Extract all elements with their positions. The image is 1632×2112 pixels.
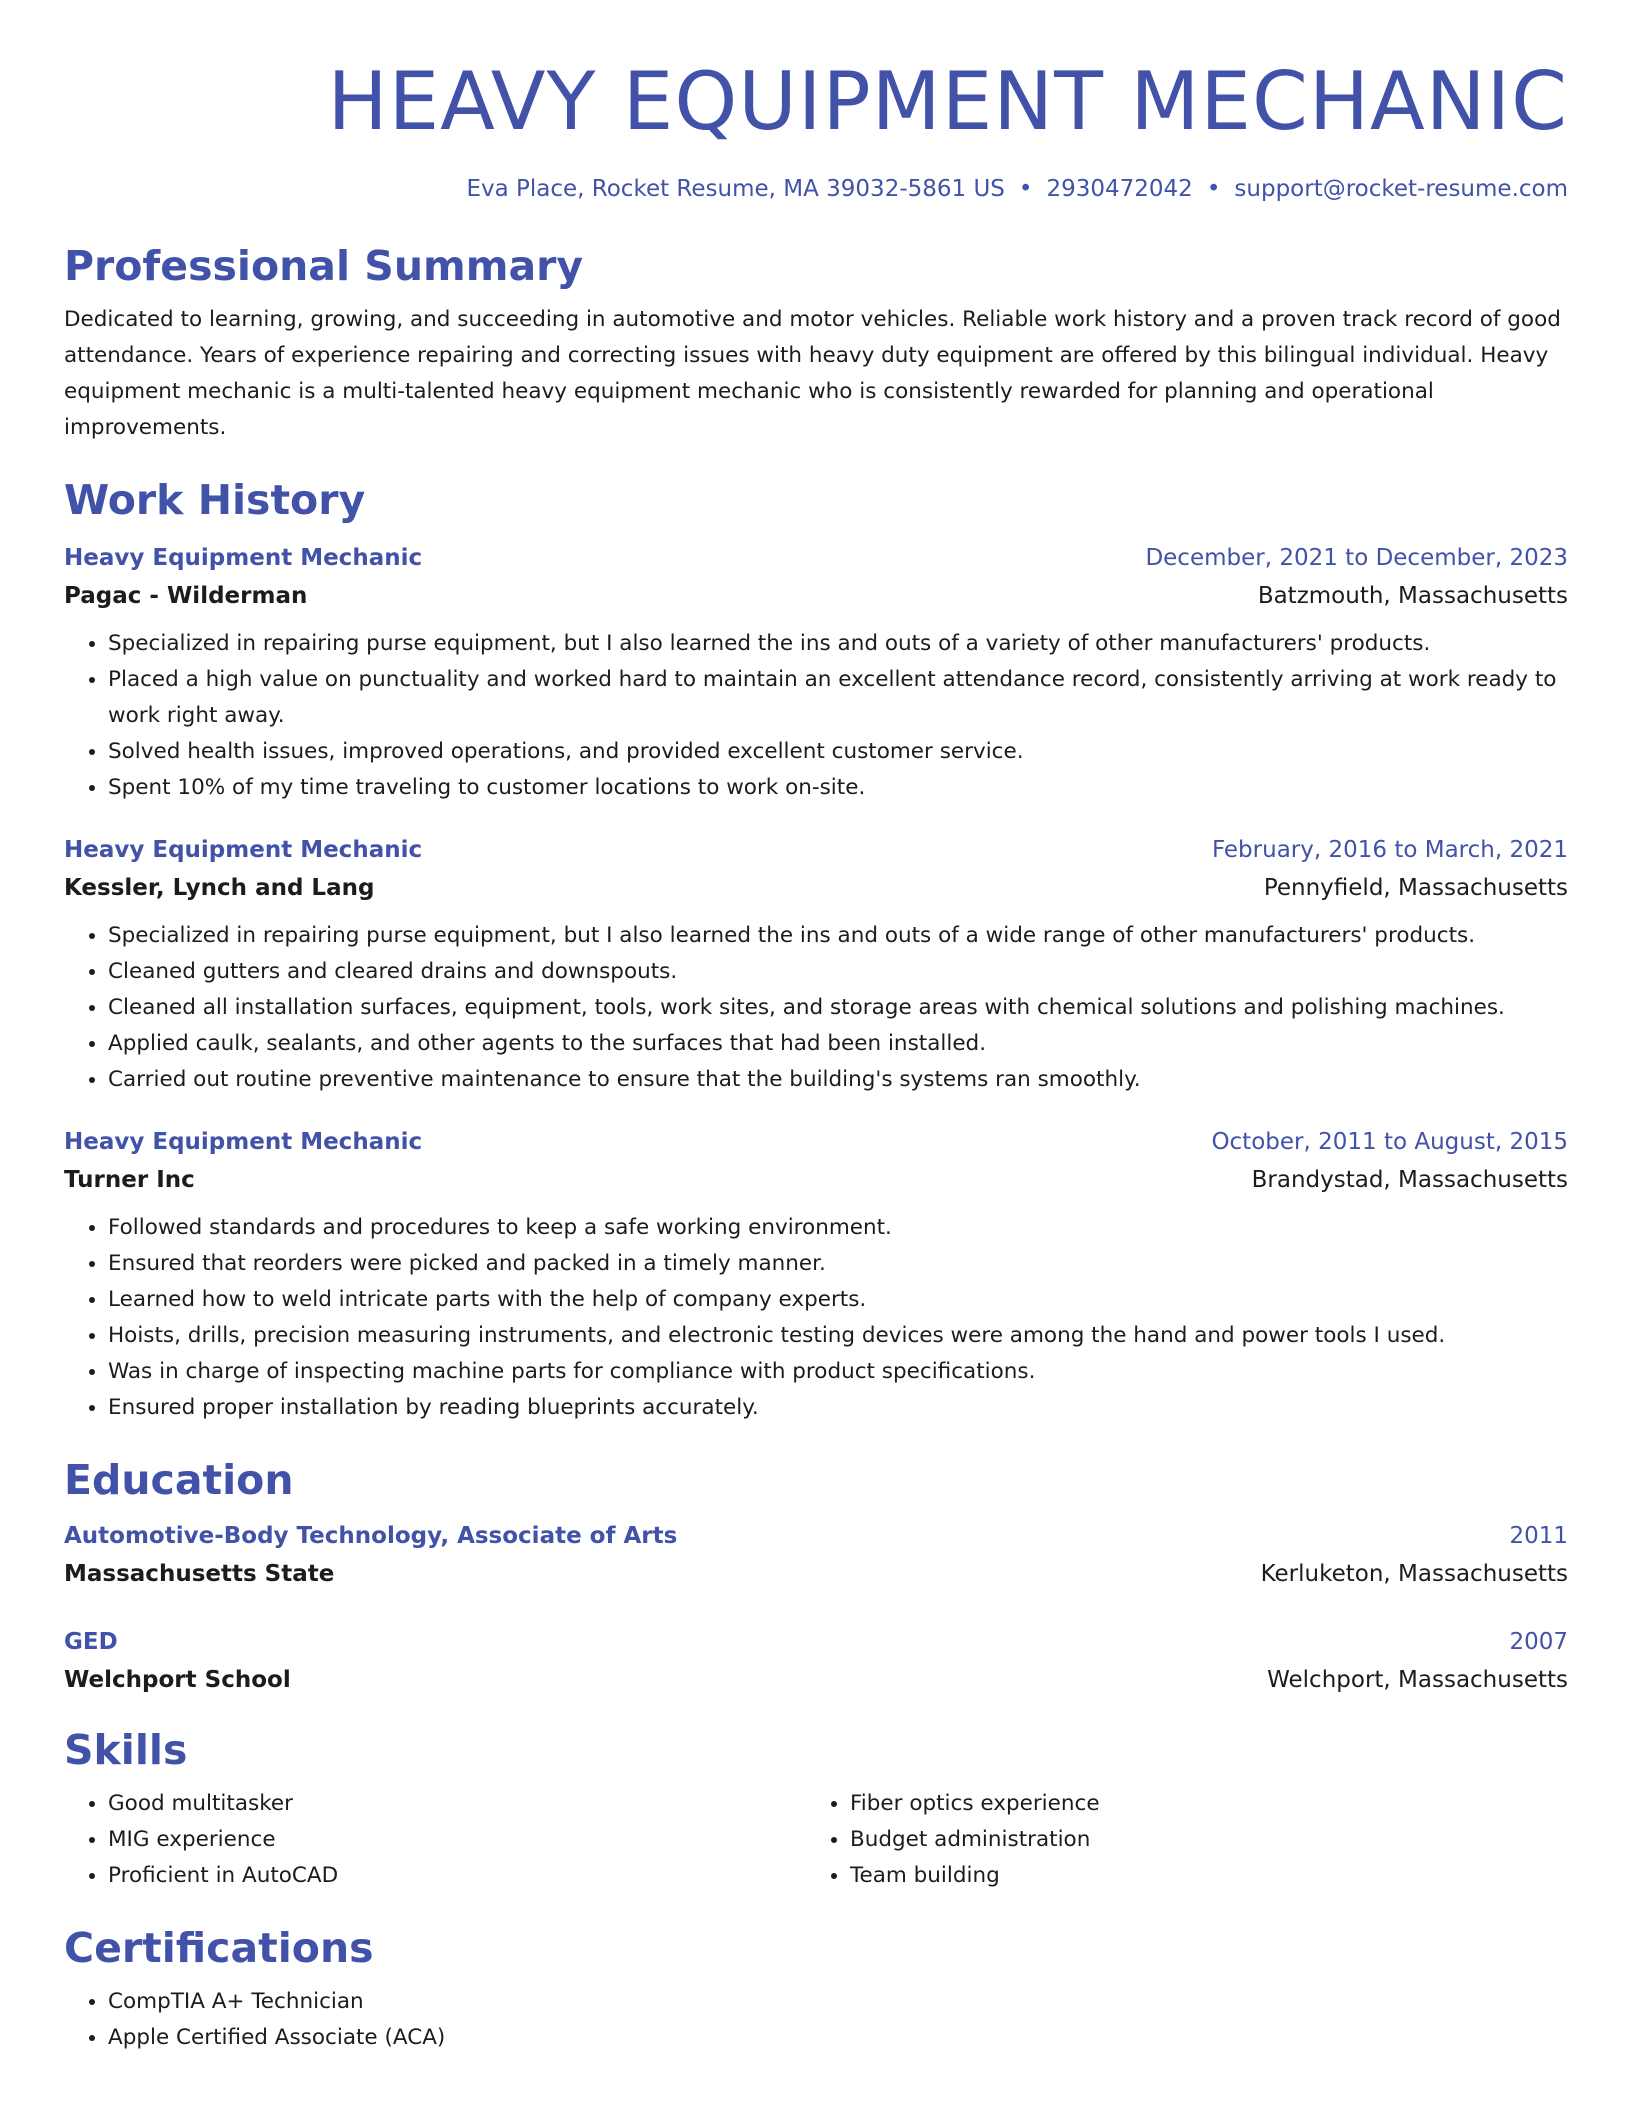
section-title-skills: Skills xyxy=(64,1726,188,1774)
work-entry-header xyxy=(64,540,1568,576)
work-entry-header xyxy=(64,832,1568,868)
company-name: Pagac - Wilderman xyxy=(64,583,308,609)
work-entry-subheader xyxy=(64,1160,1568,1200)
graduation-year: 2011 xyxy=(1509,1523,1568,1549)
skill-item: • Proficient in AutoCAD xyxy=(108,1858,806,1894)
work-entry-subheader xyxy=(64,868,1568,908)
job-bullet: • Cleaned all installation surfaces, equipment, tools, work sites, and storage areas with chemical solutions and polishing machines. xyxy=(108,990,1568,1026)
contact-line xyxy=(64,174,1568,204)
job-bullet: • Carried out routine preventive maintenance to ensure that the building's systems ran smoothly. xyxy=(108,1062,1568,1098)
certifications-list xyxy=(64,1984,1568,2056)
section-title-work-history: Work History xyxy=(64,476,366,524)
education-entry-header xyxy=(64,1518,1568,1554)
job-bullet: • Solved health issues, improved operations, and provided excellent customer service. xyxy=(108,734,1568,770)
company-name: Turner Inc xyxy=(64,1167,195,1193)
job-bullet: • Was in charge of inspecting machine parts for compliance with product specifications. xyxy=(108,1354,1568,1390)
job-bullet: • Cleaned gutters and cleared drains and downspouts. xyxy=(108,954,1568,990)
candidate-title: HEAVY EQUIPMENT MECHANIC xyxy=(327,55,1568,148)
section-title-education: Education xyxy=(64,1456,294,1504)
job-bullet: • Followed standards and procedures to keep a safe working environment. xyxy=(108,1210,1568,1246)
skill-item: • Fiber optics experience xyxy=(850,1786,1548,1822)
contact-email[interactable]: support@rocket-resume.com xyxy=(1234,176,1568,202)
job-bullet: • Learned how to weld intricate parts with the help of company experts. xyxy=(108,1282,1568,1318)
school-location: Welchport, Massachusetts xyxy=(1267,1667,1568,1693)
skill-item: • Good multitasker xyxy=(108,1786,806,1822)
resume-page xyxy=(64,0,1568,2056)
job-bullet: • Specialized in repairing purse equipment, but I also learned the ins and outs of a variety of other manufacturers' products. xyxy=(108,626,1568,662)
resume-header xyxy=(64,0,1568,204)
degree-name: GED xyxy=(64,1629,118,1655)
job-dates: February, 2016 to March, 2021 xyxy=(1211,837,1568,863)
education-entry-subheader xyxy=(64,1554,1568,1594)
job-dates: October, 2011 to August, 2015 xyxy=(1211,1129,1568,1155)
job-bullet: • Ensured proper installation by reading blueprints accurately. xyxy=(108,1390,1568,1426)
section-title-certifications: Certifications xyxy=(64,1924,374,1972)
job-bullets xyxy=(64,1210,1568,1426)
skills-list-right xyxy=(806,1786,1548,1894)
summary-text: Dedicated to learning, growing, and succeeding in automotive and motor vehicles. Reliable work history and a proven track record of good attendance. Years of experience repairing and correcting issues with heavy duty equipment are offered by this bilingual individual. Heavy equipment mechanic is a multi-talented heavy equipment mechanic who is consistently rewarded for planning and operational improvements. xyxy=(64,307,1561,440)
job-title: Heavy Equipment Mechanic xyxy=(64,1129,423,1155)
skills-list-left xyxy=(64,1786,806,1894)
work-entry-header xyxy=(64,1124,1568,1160)
work-entry xyxy=(64,1124,1568,1426)
education-entry-header xyxy=(64,1624,1568,1660)
job-bullet: • Hoists, drills, precision measuring instruments, and electronic testing devices were among the hand and power tools I used. xyxy=(108,1318,1568,1354)
contact-address: Eva Place, Rocket Resume, MA 39032-5861 US xyxy=(466,176,1005,202)
contact-separator: • xyxy=(1018,176,1033,202)
contact-phone: 2930472042 xyxy=(1046,176,1193,202)
job-bullets xyxy=(64,918,1568,1098)
job-location: Brandystad, Massachusetts xyxy=(1251,1167,1568,1193)
school-location: Kerluketon, Massachusetts xyxy=(1260,1561,1568,1587)
school-name: Massachusetts State xyxy=(64,1561,335,1587)
education-entry xyxy=(64,1518,1568,1594)
job-bullet: • Placed a high value on punctuality and worked hard to maintain an excellent attendance record, consistently arriving at work ready to work right away. xyxy=(108,662,1568,734)
skill-item: • MIG experience xyxy=(108,1822,806,1858)
company-name: Kessler, Lynch and Lang xyxy=(64,875,375,901)
work-entry xyxy=(64,540,1568,806)
job-bullet: • Spent 10% of my time traveling to customer locations to work on-site. xyxy=(108,770,1568,806)
job-location: Batzmouth, Massachusetts xyxy=(1257,583,1568,609)
skill-item: • Team building xyxy=(850,1858,1548,1894)
job-bullet: • Specialized in repairing purse equipment, but I also learned the ins and outs of a wide range of other manufacturers' products. xyxy=(108,918,1568,954)
job-title: Heavy Equipment Mechanic xyxy=(64,545,423,571)
certification-item: • Apple Certified Associate (ACA) xyxy=(108,2020,1568,2056)
work-entry xyxy=(64,832,1568,1098)
education-entry-subheader xyxy=(64,1660,1568,1700)
certification-item: • CompTIA A+ Technician xyxy=(108,1984,1568,2020)
degree-name: Automotive-Body Technology, Associate of Arts xyxy=(64,1523,678,1549)
skill-item: • Budget administration xyxy=(850,1822,1548,1858)
section-title-summary: Professional Summary xyxy=(64,242,584,290)
contact-separator: • xyxy=(1206,176,1221,202)
school-name: Welchport School xyxy=(64,1667,291,1693)
job-title: Heavy Equipment Mechanic xyxy=(64,837,423,863)
job-dates: December, 2021 to December, 2023 xyxy=(1145,545,1568,571)
work-entry-subheader xyxy=(64,576,1568,616)
education-entry xyxy=(64,1624,1568,1700)
job-location: Pennyfield, Massachusetts xyxy=(1263,875,1568,901)
skills-columns xyxy=(64,1786,1568,1894)
job-bullet: • Applied caulk, sealants, and other agents to the surfaces that had been installed. xyxy=(108,1026,1568,1062)
graduation-year: 2007 xyxy=(1509,1629,1568,1655)
job-bullet: • Ensured that reorders were picked and packed in a timely manner. xyxy=(108,1246,1568,1282)
job-bullets xyxy=(64,626,1568,806)
